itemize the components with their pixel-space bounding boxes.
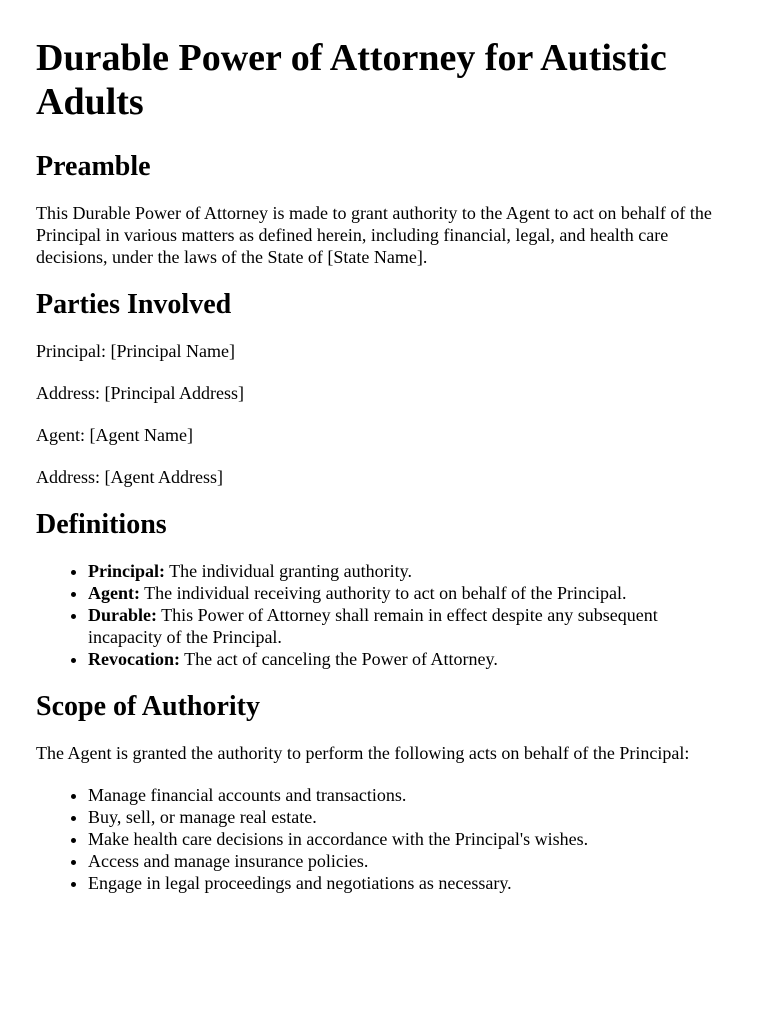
principal-address: Address: [Principal Address] xyxy=(36,383,244,403)
agent-name: Agent: [Agent Name] xyxy=(36,425,193,445)
definitions-section xyxy=(36,508,734,670)
scope-item: • Access and manage insurance policies. xyxy=(88,850,734,872)
scope-list xyxy=(36,784,734,894)
definition-text: The act of canceling the Power of Attorney. xyxy=(179,649,498,669)
definition-text: The individual granting authority. xyxy=(165,561,412,581)
agent-address: Address: [Agent Address] xyxy=(36,467,223,487)
definition-term: Principal: xyxy=(88,561,165,581)
definition-text: This Power of Attorney shall remain in effect despite any subsequent incapacity of the Principal. xyxy=(88,605,658,647)
definition-item-agent xyxy=(88,582,734,604)
parties-section xyxy=(36,288,734,488)
scope-item: • Manage financial accounts and transactions. xyxy=(88,784,734,806)
definition-item-principal xyxy=(88,560,734,582)
scope-intro: The Agent is granted the authority to perform the following acts on behalf of the Principal: xyxy=(36,743,690,763)
preamble-section xyxy=(36,150,734,268)
parties-heading: Parties Involved xyxy=(36,289,232,320)
definitions-heading: Definitions xyxy=(36,509,167,540)
definition-term: Agent: xyxy=(88,583,140,603)
definition-term: Revocation: xyxy=(88,649,180,669)
definitions-list xyxy=(36,560,734,670)
scope-heading: Scope of Authority xyxy=(36,691,260,722)
definition-text: The individual receiving authority to act on behalf of the Principal. xyxy=(140,583,627,603)
scope-item: • Buy, sell, or manage real estate. xyxy=(88,806,734,828)
definition-item-revocation xyxy=(88,648,734,670)
preamble-text: This Durable Power of Attorney is made to grant authority to the Agent to act on behalf of the Principal in various matters as defined herein, including financial, legal, and health care decisions, under the laws of the State of [State Name]. xyxy=(36,203,712,267)
definition-term: Durable: xyxy=(88,605,157,625)
preamble-heading: Preamble xyxy=(36,151,151,182)
document-title: Durable Power of Attorney for Autistic Adults xyxy=(36,37,667,123)
definition-item-durable xyxy=(88,604,734,648)
principal-name: Principal: [Principal Name] xyxy=(36,341,235,361)
scope-item: • Engage in legal proceedings and negotiations as necessary. xyxy=(88,872,734,894)
scope-item: • Make health care decisions in accordance with the Principal's wishes. xyxy=(88,828,734,850)
scope-section xyxy=(36,690,734,894)
